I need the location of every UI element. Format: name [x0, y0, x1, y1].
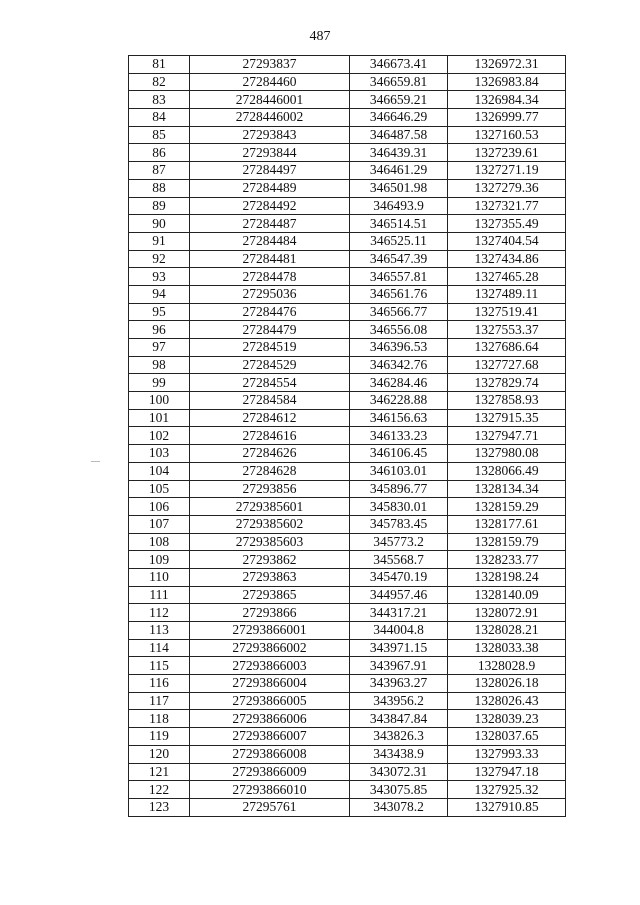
row-number-cell: 81 — [129, 56, 190, 74]
table-row — [129, 268, 566, 286]
coordinates-table — [128, 55, 566, 817]
y-coordinate-cell: 1327829.74 — [448, 374, 566, 392]
table-row — [129, 710, 566, 728]
table-row — [129, 515, 566, 533]
x-coordinate-cell: 343072.31 — [350, 763, 448, 781]
point-id-cell: 27293866008 — [190, 745, 350, 763]
table-row — [129, 657, 566, 675]
table-row — [129, 91, 566, 109]
row-number-cell: 123 — [129, 798, 190, 816]
point-id-cell: 27293837 — [190, 56, 350, 74]
row-number-cell: 82 — [129, 73, 190, 91]
x-coordinate-cell: 346501.98 — [350, 179, 448, 197]
point-id-cell: 27293856 — [190, 480, 350, 498]
x-coordinate-cell: 346103.01 — [350, 462, 448, 480]
row-number-cell: 120 — [129, 745, 190, 763]
table-row — [129, 568, 566, 586]
x-coordinate-cell: 346106.45 — [350, 445, 448, 463]
row-number-cell: 117 — [129, 692, 190, 710]
point-id-cell: 27293866007 — [190, 728, 350, 746]
row-number-cell: 87 — [129, 162, 190, 180]
table-row — [129, 109, 566, 127]
row-number-cell: 86 — [129, 144, 190, 162]
y-coordinate-cell: 1328134.34 — [448, 480, 566, 498]
row-number-cell: 108 — [129, 533, 190, 551]
row-number-cell: 113 — [129, 622, 190, 640]
table-row — [129, 392, 566, 410]
point-id-cell: 27293866010 — [190, 781, 350, 799]
y-coordinate-cell: 1328159.79 — [448, 533, 566, 551]
row-number-cell: 95 — [129, 303, 190, 321]
row-number-cell: 97 — [129, 339, 190, 357]
table-row — [129, 321, 566, 339]
table-row — [129, 374, 566, 392]
table-row — [129, 462, 566, 480]
row-number-cell: 94 — [129, 285, 190, 303]
y-coordinate-cell: 1328233.77 — [448, 551, 566, 569]
row-number-cell: 89 — [129, 197, 190, 215]
x-coordinate-cell: 344004.8 — [350, 622, 448, 640]
point-id-cell: 27284529 — [190, 356, 350, 374]
point-id-cell: 27284478 — [190, 268, 350, 286]
table-row — [129, 445, 566, 463]
y-coordinate-cell: 1327980.08 — [448, 445, 566, 463]
y-coordinate-cell: 1327925.32 — [448, 781, 566, 799]
table-row — [129, 692, 566, 710]
y-coordinate-cell: 1327279.36 — [448, 179, 566, 197]
y-coordinate-cell: 1327947.18 — [448, 763, 566, 781]
y-coordinate-cell: 1328037.65 — [448, 728, 566, 746]
point-id-cell: 27284476 — [190, 303, 350, 321]
y-coordinate-cell: 1327404.54 — [448, 232, 566, 250]
row-number-cell: 112 — [129, 604, 190, 622]
row-number-cell: 118 — [129, 710, 190, 728]
point-id-cell: 27284626 — [190, 445, 350, 463]
y-coordinate-cell: 1328028.21 — [448, 622, 566, 640]
table-row — [129, 144, 566, 162]
y-coordinate-cell: 1328039.23 — [448, 710, 566, 728]
x-coordinate-cell: 346514.51 — [350, 215, 448, 233]
row-number-cell: 92 — [129, 250, 190, 268]
row-number-cell: 121 — [129, 763, 190, 781]
y-coordinate-cell: 1327321.77 — [448, 197, 566, 215]
row-number-cell: 106 — [129, 498, 190, 516]
point-id-cell: 2729385601 — [190, 498, 350, 516]
point-id-cell: 27293866 — [190, 604, 350, 622]
x-coordinate-cell: 346646.29 — [350, 109, 448, 127]
y-coordinate-cell: 1328140.09 — [448, 586, 566, 604]
point-id-cell: 27284489 — [190, 179, 350, 197]
x-coordinate-cell: 344957.46 — [350, 586, 448, 604]
x-coordinate-cell: 343956.2 — [350, 692, 448, 710]
row-number-cell: 83 — [129, 91, 190, 109]
point-id-cell: 27284497 — [190, 162, 350, 180]
table-row — [129, 179, 566, 197]
y-coordinate-cell: 1327271.19 — [448, 162, 566, 180]
table-row — [129, 604, 566, 622]
table-row — [129, 303, 566, 321]
table-row — [129, 533, 566, 551]
y-coordinate-cell: 1328066.49 — [448, 462, 566, 480]
point-id-cell: 27284487 — [190, 215, 350, 233]
x-coordinate-cell: 345773.2 — [350, 533, 448, 551]
x-coordinate-cell: 343438.9 — [350, 745, 448, 763]
row-number-cell: 107 — [129, 515, 190, 533]
row-number-cell: 99 — [129, 374, 190, 392]
x-coordinate-cell: 343847.84 — [350, 710, 448, 728]
table-row — [129, 56, 566, 74]
point-id-cell: 27293843 — [190, 126, 350, 144]
row-number-cell: 88 — [129, 179, 190, 197]
point-id-cell: 27293866003 — [190, 657, 350, 675]
y-coordinate-cell: 1328159.29 — [448, 498, 566, 516]
point-id-cell: 2728446002 — [190, 109, 350, 127]
table-row — [129, 763, 566, 781]
x-coordinate-cell: 346659.21 — [350, 91, 448, 109]
table-row — [129, 728, 566, 746]
table-row — [129, 781, 566, 799]
y-coordinate-cell: 1327160.53 — [448, 126, 566, 144]
point-id-cell: 2729385602 — [190, 515, 350, 533]
table-row — [129, 197, 566, 215]
row-number-cell: 104 — [129, 462, 190, 480]
y-coordinate-cell: 1328033.38 — [448, 639, 566, 657]
y-coordinate-cell: 1327858.93 — [448, 392, 566, 410]
row-number-cell: 114 — [129, 639, 190, 657]
row-number-cell: 102 — [129, 427, 190, 445]
point-id-cell: 27293866009 — [190, 763, 350, 781]
table-row — [129, 285, 566, 303]
row-number-cell: 109 — [129, 551, 190, 569]
x-coordinate-cell: 343826.3 — [350, 728, 448, 746]
y-coordinate-cell: 1328072.91 — [448, 604, 566, 622]
point-id-cell: 27293862 — [190, 551, 350, 569]
point-id-cell: 27293865 — [190, 586, 350, 604]
table-row — [129, 162, 566, 180]
x-coordinate-cell: 343075.85 — [350, 781, 448, 799]
point-id-cell: 27293866005 — [190, 692, 350, 710]
x-coordinate-cell: 345783.45 — [350, 515, 448, 533]
x-coordinate-cell: 343967.91 — [350, 657, 448, 675]
point-id-cell: 27293866006 — [190, 710, 350, 728]
table-row — [129, 232, 566, 250]
point-id-cell: 27284460 — [190, 73, 350, 91]
table-row — [129, 675, 566, 693]
y-coordinate-cell: 1327355.49 — [448, 215, 566, 233]
y-coordinate-cell: 1326999.77 — [448, 109, 566, 127]
x-coordinate-cell: 346547.39 — [350, 250, 448, 268]
point-id-cell: 27284612 — [190, 409, 350, 427]
y-coordinate-cell: 1327434.86 — [448, 250, 566, 268]
row-number-cell: 103 — [129, 445, 190, 463]
x-coordinate-cell: 344317.21 — [350, 604, 448, 622]
y-coordinate-cell: 1327993.33 — [448, 745, 566, 763]
y-coordinate-cell: 1327910.85 — [448, 798, 566, 816]
x-coordinate-cell: 345568.7 — [350, 551, 448, 569]
point-id-cell: 2729385603 — [190, 533, 350, 551]
table-row — [129, 250, 566, 268]
row-number-cell: 119 — [129, 728, 190, 746]
y-coordinate-cell: 1328026.43 — [448, 692, 566, 710]
point-id-cell: 27295761 — [190, 798, 350, 816]
point-id-cell: 27293844 — [190, 144, 350, 162]
y-coordinate-cell: 1328177.61 — [448, 515, 566, 533]
table-row — [129, 427, 566, 445]
row-number-cell: 110 — [129, 568, 190, 586]
point-id-cell: 27293866004 — [190, 675, 350, 693]
y-coordinate-cell: 1328026.18 — [448, 675, 566, 693]
y-coordinate-cell: 1327915.35 — [448, 409, 566, 427]
row-number-cell: 100 — [129, 392, 190, 410]
point-id-cell: 27284481 — [190, 250, 350, 268]
x-coordinate-cell: 346156.63 — [350, 409, 448, 427]
x-coordinate-cell: 346133.23 — [350, 427, 448, 445]
y-coordinate-cell: 1327686.64 — [448, 339, 566, 357]
table-row — [129, 551, 566, 569]
x-coordinate-cell: 346561.76 — [350, 285, 448, 303]
row-number-cell: 98 — [129, 356, 190, 374]
page-number: 487 — [309, 29, 331, 44]
x-coordinate-cell: 346659.81 — [350, 73, 448, 91]
coordinates-table-body — [129, 56, 566, 817]
point-id-cell: 27295036 — [190, 285, 350, 303]
point-id-cell: 2728446001 — [190, 91, 350, 109]
point-id-cell: 27293866002 — [190, 639, 350, 657]
point-id-cell: 27284479 — [190, 321, 350, 339]
table-row — [129, 126, 566, 144]
x-coordinate-cell: 346284.46 — [350, 374, 448, 392]
point-id-cell: 27293866001 — [190, 622, 350, 640]
x-coordinate-cell: 343963.27 — [350, 675, 448, 693]
y-coordinate-cell: 1326983.84 — [448, 73, 566, 91]
row-number-cell: 116 — [129, 675, 190, 693]
x-coordinate-cell: 346342.76 — [350, 356, 448, 374]
table-row — [129, 498, 566, 516]
y-coordinate-cell: 1327489.11 — [448, 285, 566, 303]
y-coordinate-cell: 1328028.9 — [448, 657, 566, 675]
x-coordinate-cell: 346673.41 — [350, 56, 448, 74]
point-id-cell: 27293863 — [190, 568, 350, 586]
point-id-cell: 27284484 — [190, 232, 350, 250]
y-coordinate-cell: 1328198.24 — [448, 568, 566, 586]
table-row — [129, 639, 566, 657]
row-number-cell: 90 — [129, 215, 190, 233]
y-coordinate-cell: 1326972.31 — [448, 56, 566, 74]
x-coordinate-cell: 346461.29 — [350, 162, 448, 180]
y-coordinate-cell: 1326984.34 — [448, 91, 566, 109]
table-row — [129, 798, 566, 816]
point-id-cell: 27284492 — [190, 197, 350, 215]
table-row — [129, 745, 566, 763]
x-coordinate-cell: 346556.08 — [350, 321, 448, 339]
y-coordinate-cell: 1327947.71 — [448, 427, 566, 445]
y-coordinate-cell: 1327465.28 — [448, 268, 566, 286]
table-row — [129, 586, 566, 604]
row-number-cell: 96 — [129, 321, 190, 339]
x-coordinate-cell: 343971.15 — [350, 639, 448, 657]
x-coordinate-cell: 346557.81 — [350, 268, 448, 286]
point-id-cell: 27284554 — [190, 374, 350, 392]
y-coordinate-cell: 1327727.68 — [448, 356, 566, 374]
x-coordinate-cell: 346396.53 — [350, 339, 448, 357]
x-coordinate-cell: 345470.19 — [350, 568, 448, 586]
row-number-cell: 93 — [129, 268, 190, 286]
table-row — [129, 356, 566, 374]
row-number-cell: 91 — [129, 232, 190, 250]
x-coordinate-cell: 346525.11 — [350, 232, 448, 250]
x-coordinate-cell: 345830.01 — [350, 498, 448, 516]
table-row — [129, 73, 566, 91]
x-coordinate-cell: 346566.77 — [350, 303, 448, 321]
table-row — [129, 622, 566, 640]
table-row — [129, 339, 566, 357]
margin-mark — [91, 461, 100, 462]
row-number-cell: 101 — [129, 409, 190, 427]
point-id-cell: 27284628 — [190, 462, 350, 480]
row-number-cell: 84 — [129, 109, 190, 127]
x-coordinate-cell: 343078.2 — [350, 798, 448, 816]
row-number-cell: 111 — [129, 586, 190, 604]
table-row — [129, 215, 566, 233]
row-number-cell: 122 — [129, 781, 190, 799]
row-number-cell: 85 — [129, 126, 190, 144]
x-coordinate-cell: 346487.58 — [350, 126, 448, 144]
table-row — [129, 480, 566, 498]
x-coordinate-cell: 346493.9 — [350, 197, 448, 215]
point-id-cell: 27284616 — [190, 427, 350, 445]
x-coordinate-cell: 346228.88 — [350, 392, 448, 410]
y-coordinate-cell: 1327239.61 — [448, 144, 566, 162]
point-id-cell: 27284584 — [190, 392, 350, 410]
point-id-cell: 27284519 — [190, 339, 350, 357]
x-coordinate-cell: 345896.77 — [350, 480, 448, 498]
row-number-cell: 105 — [129, 480, 190, 498]
y-coordinate-cell: 1327519.41 — [448, 303, 566, 321]
x-coordinate-cell: 346439.31 — [350, 144, 448, 162]
row-number-cell: 115 — [129, 657, 190, 675]
table-row — [129, 409, 566, 427]
y-coordinate-cell: 1327553.37 — [448, 321, 566, 339]
